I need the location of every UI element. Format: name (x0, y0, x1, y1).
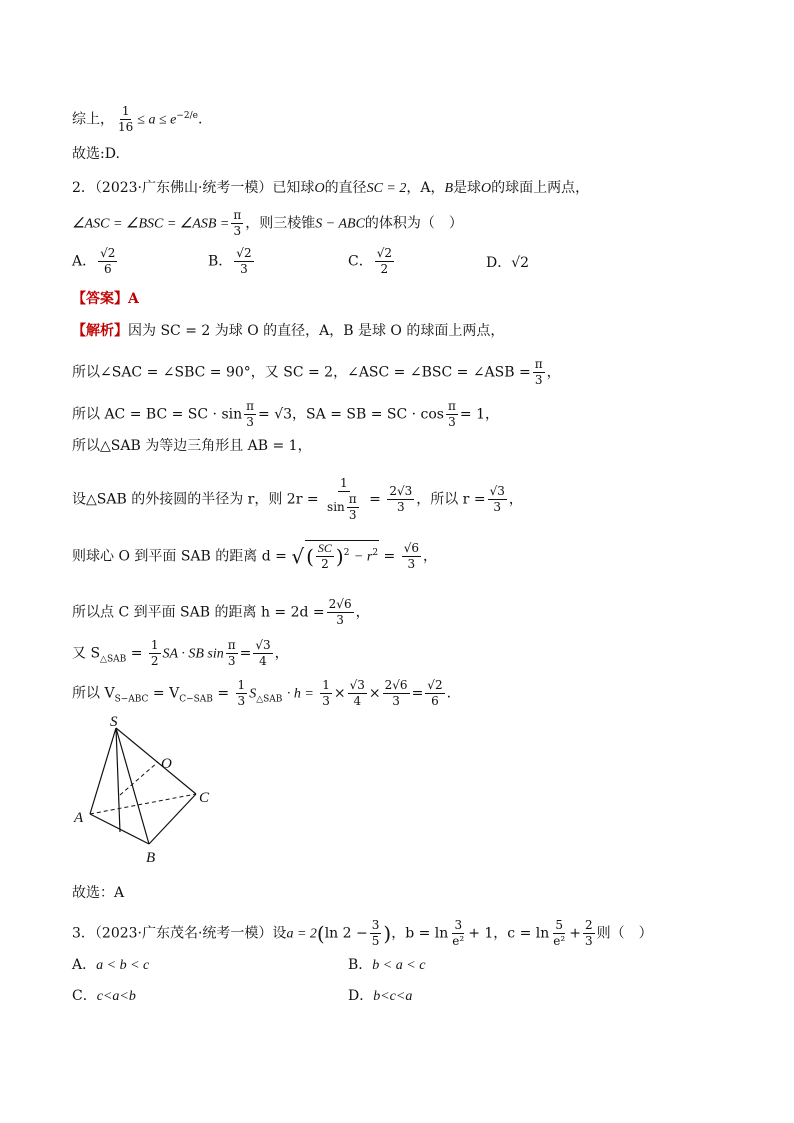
q3-option-d[interactable] (348, 986, 412, 1007)
frac-num: 2√6 (384, 678, 408, 692)
q2-pyramid: S − ABC (315, 216, 365, 232)
q2-angle-eq: ∠ASC = ∠BSC = ∠ASB = (72, 216, 230, 232)
altitude-line (116, 728, 120, 832)
q3-stem-text: + (569, 925, 581, 942)
label-s: S (110, 714, 118, 730)
option-value: b<c<a (373, 989, 413, 1004)
frac-num: √3 (489, 484, 505, 498)
q3-stem-text: + 1，c = ln (468, 925, 550, 942)
edge-sc (116, 728, 196, 794)
frac-den: 6 (103, 262, 112, 276)
q2-stem-text: 的体积为（ ） (364, 215, 463, 232)
q3-option-c[interactable] (72, 986, 136, 1007)
fraction-1-16 (116, 104, 135, 135)
tetrahedron-figure (60, 712, 230, 872)
analysis-text: = (383, 548, 396, 565)
analysis-line2 (72, 357, 561, 388)
q3-stem-text: ln 2 − (324, 925, 368, 942)
subscript: △SAB (256, 694, 283, 705)
conclusion-prefix: 综上， (72, 111, 114, 128)
analysis-text: = (217, 685, 230, 702)
frac-pi-3 (347, 492, 359, 523)
frac-den: 4 (259, 654, 267, 668)
frac-den: 3 (322, 694, 330, 708)
frac-3-5 (370, 918, 382, 949)
option-label: C． (72, 988, 97, 1004)
analysis-line7 (72, 597, 370, 628)
q2-option-b[interactable] (208, 246, 256, 277)
frac-pi-3 (231, 208, 243, 239)
q2-stem-text: 2．（2023·广东佛山·统考一模）已知球 (72, 180, 315, 196)
frac-num: 1 (237, 678, 246, 692)
analysis-text: 所以点 C 到平面 SAB 的距离 h = 2d = (72, 604, 325, 621)
q3-stem-text: 则（ ） (596, 925, 653, 942)
frac-2-3 (583, 918, 595, 949)
analysis-text: ， (508, 491, 523, 508)
frac-den: e² (553, 934, 566, 948)
frac-den: 16 (118, 120, 134, 134)
frac-num: 3 (454, 918, 463, 932)
analysis-text: 所以∠SAC = ∠SBC = 90°，又 SC = 2，∠ASC = ∠BSC = ∠ASB = (72, 364, 531, 381)
frac-half (149, 638, 161, 669)
option-label: A． (72, 957, 97, 973)
subscript: S−ABC (114, 694, 149, 705)
frac-den: 4 (353, 694, 362, 708)
frac-den: 3 (493, 500, 502, 514)
frac-5-e2 (551, 918, 567, 949)
analysis-line1 (72, 321, 504, 341)
option-label: D． (348, 988, 374, 1004)
q2-option-d[interactable] (486, 253, 529, 273)
answer-value: A (128, 291, 139, 307)
analysis-line4: 所以△SAB 为等边三角形且 AB = 1， (72, 438, 312, 454)
analysis-text: . (446, 685, 452, 702)
analysis-text: 因为 SC = 2 为球 O 的直径，A，B 是球 O 的球面上两点， (128, 323, 505, 339)
analysis-text: × (368, 685, 381, 702)
option-label: D． (486, 255, 512, 271)
conclusion-inequality: ≤ a ≤ e (137, 112, 177, 128)
analysis-text: = V (152, 685, 180, 702)
edge-sa (90, 728, 116, 814)
q2-stem-text: 是球 (453, 180, 482, 196)
frac-pi-3 (226, 638, 238, 669)
frac-2r6-3 (383, 678, 410, 709)
frac-r3-4 (348, 678, 367, 709)
analysis-line6 (72, 540, 437, 572)
frac-den: 2 (321, 557, 329, 571)
frac-1-3 (236, 678, 248, 709)
q3-stem-text: ，b = ln (391, 925, 449, 942)
q3-stem-text: a = 2 (286, 926, 317, 942)
frac-num: 2√6 (328, 597, 352, 611)
sin-text: sin (327, 500, 345, 514)
analysis-text: = √3，SA = SB = SC · cos (258, 406, 444, 423)
frac-num: π (348, 492, 357, 506)
q2-stem-var: SC = 2 (366, 181, 407, 196)
conclusion-line: 综上， $\frac{1}{16}$ ≤ $a \le e^{-2/e}$. (72, 104, 203, 134)
analysis-text: ， (546, 364, 561, 381)
sqrt-sign: √ (291, 544, 305, 569)
option-label: C． (348, 253, 373, 270)
q2-stem-text: ，A， (406, 180, 445, 196)
subscript: △SAB (100, 654, 127, 665)
frac-num: 1 (121, 104, 130, 118)
analysis-text: 所以 V (72, 685, 115, 702)
frac-num: 1 (340, 476, 348, 490)
analysis-text: − r (353, 549, 373, 565)
frac-pi-3 (533, 357, 545, 388)
frac-num: SC (317, 541, 332, 555)
analysis-text: 设△SAB 的外接圆的半径为 r，则 2r = (72, 491, 319, 508)
frac-num: π (246, 399, 255, 413)
frac-den: 3 (584, 934, 593, 948)
q2-stem-text: 的球面上两点， (491, 180, 590, 196)
analysis-text: S (249, 686, 257, 702)
frac-den: 3 (407, 557, 416, 571)
option-value (234, 246, 253, 277)
choose-a-line: 故选：A (72, 885, 125, 901)
frac-den (325, 492, 363, 523)
option-label: A． (72, 253, 97, 270)
edge-bc (149, 794, 196, 844)
frac-num: 1 (150, 638, 159, 652)
analysis-label: 【解析】 (72, 323, 128, 339)
exponent: 2 (343, 547, 350, 558)
analysis-text: = 1， (459, 406, 499, 423)
frac-den: 5 (371, 934, 380, 948)
q2-stem-var: O (314, 181, 325, 196)
frac-r2-6 (425, 678, 444, 709)
frac-num: π (227, 638, 236, 652)
choose-d-line: 故选:D. (72, 146, 120, 162)
option-label: B． (348, 957, 373, 973)
q2-option-c[interactable] (348, 246, 396, 277)
analysis-text: 所以 AC = BC = SC · sin (72, 406, 243, 423)
frac-1-3 (320, 678, 332, 709)
label-o: O (161, 756, 172, 772)
conclusion-exponent: −2/e (176, 110, 199, 121)
analysis-line9 (72, 678, 451, 709)
analysis-text: × (333, 685, 346, 702)
frac-num: √3 (349, 678, 365, 692)
q3-stem-text: 3．（2023·广东茂名·统考一模）设 (72, 925, 287, 942)
q2-stem-line1 (72, 178, 589, 199)
frac-den: 6 (431, 694, 439, 708)
frac-sc-2 (316, 541, 334, 572)
answer-line (72, 289, 139, 309)
frac-num: √2 (236, 246, 252, 260)
frac-den: 3 (392, 694, 400, 708)
analysis-text: 又 S (72, 645, 101, 662)
frac-r6-3 (402, 541, 421, 572)
q3-stem: 3．（2023·广东茂名·统考一模）设a = 2(ln 2 − $\frac{3}{5}$ )，b = ln $\frac{3}{\text{e²}}$ + 1，c = ln $\frac{5}{\text{e²}}$ + $\frac{2}{3}$ 则（ ） (72, 918, 653, 948)
analysis-text: = (369, 491, 381, 508)
frac-den: 3 (237, 694, 246, 708)
analysis-text: · h = (286, 686, 314, 702)
analysis-text: ， (355, 604, 370, 621)
analysis-text: = (411, 685, 424, 702)
frac-pi-3 (446, 399, 458, 430)
frac-den: 2 (150, 654, 159, 668)
q3-option-a[interactable] (72, 955, 149, 976)
frac-num: √2 (100, 246, 116, 260)
label-b: B (146, 850, 156, 866)
frac-den: 3 (233, 224, 242, 238)
frac-den: 3 (348, 508, 357, 522)
frac-num: √2 (427, 678, 443, 692)
analysis-text: ， (422, 548, 437, 565)
frac-num: 2 (584, 918, 593, 932)
frac-den: 3 (336, 613, 344, 627)
q2-stem-text: 的直径 (324, 180, 367, 196)
analysis-text: = (239, 645, 252, 662)
option-label: B． (208, 253, 233, 270)
q3-option-b[interactable] (348, 955, 425, 976)
analysis-text: ， (274, 645, 289, 662)
analysis-text: ，所以 r = (416, 491, 486, 508)
frac-den: 3 (240, 262, 248, 276)
frac-den: 2 (380, 262, 389, 276)
frac-num: √2 (376, 246, 392, 260)
frac-num: √3 (255, 638, 271, 652)
frac-r3-4 (253, 638, 272, 669)
option-value (375, 246, 394, 277)
frac-num: π (534, 357, 543, 371)
frac-num: 1 (322, 678, 330, 692)
label-a: A (74, 810, 84, 826)
analysis-text: 则球心 O 到平面 SAB 的距离 d = (72, 548, 287, 565)
frac-num: 3 (371, 918, 380, 932)
frac-den: 3 (227, 654, 236, 668)
exponent: 2 (372, 547, 379, 558)
option-value: a < b < c (96, 958, 150, 973)
q2-stem-var: B (444, 181, 454, 196)
frac-den: 3 (246, 415, 254, 429)
option-value: b < a < c (372, 958, 426, 973)
radicand: ( $\frac{SC}{2}$ )$^2 - r^2$ (306, 541, 379, 571)
frac-2r3-3 (387, 484, 414, 515)
analysis-line5 (72, 476, 523, 523)
frac-r3-3 (488, 484, 507, 515)
frac-den: e² (452, 934, 465, 948)
label-c: C (199, 790, 210, 806)
analysis-line3 (72, 399, 499, 430)
analysis-line8 (72, 638, 289, 669)
analysis-text: = (130, 645, 143, 662)
frac-den: 3 (396, 500, 405, 514)
answer-label: 【答案】 (72, 291, 128, 307)
frac-num: π (448, 399, 456, 413)
frac-den: 3 (534, 373, 543, 387)
frac-num: √6 (403, 541, 419, 555)
frac-num: 2√3 (389, 484, 413, 498)
frac-2r6-3 (327, 597, 354, 628)
frac-num: π (233, 208, 242, 222)
segment-to-o (120, 762, 158, 795)
frac-1-over-sin (325, 476, 363, 523)
subscript: C−SAB (179, 694, 213, 705)
frac-den: 3 (448, 415, 456, 429)
frac-pi-3 (244, 399, 256, 430)
q2-stem-line2 (72, 208, 463, 239)
q2-stem-var: O (481, 181, 492, 196)
q2-stem-text: ，则三棱锥 (245, 215, 316, 232)
frac-num: 5 (555, 918, 564, 932)
q2-option-a[interactable] (72, 246, 119, 277)
frac-3-e2 (450, 918, 466, 949)
option-value: c<a<b (96, 989, 136, 1004)
option-value: √2 (511, 255, 530, 271)
analysis-text: SA · SB sin (162, 646, 224, 662)
option-value (98, 246, 117, 277)
edge-sb (116, 728, 149, 844)
